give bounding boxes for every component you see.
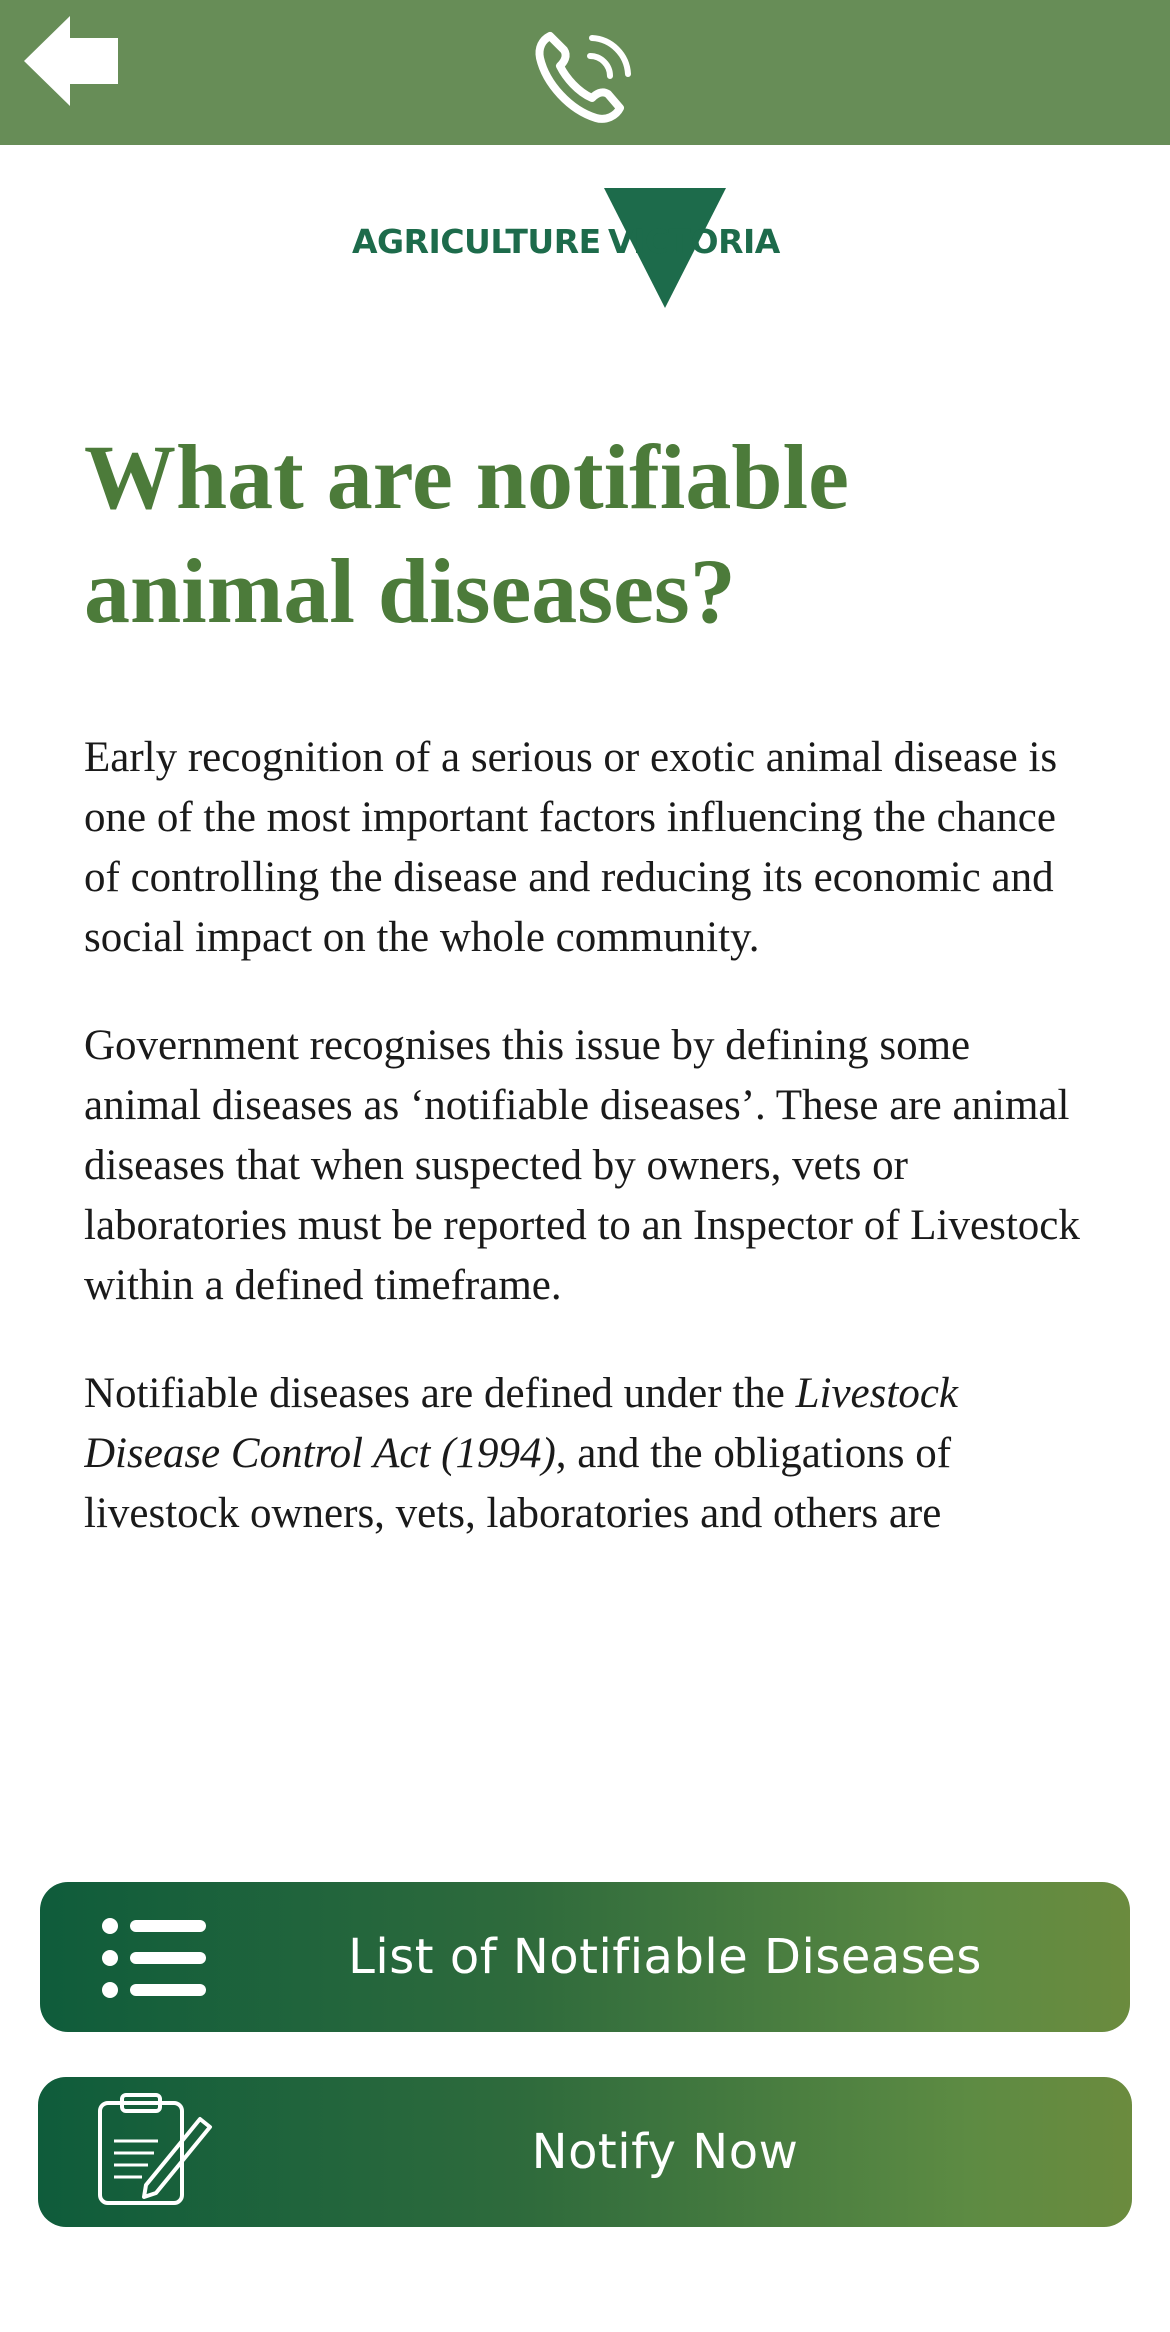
article-paragraph-2: Government recognises this issue by defining some animal diseases as ‘notifiable diseases’. These are animal diseases that when suspected by owners, vets or laboratories must be reported to an Inspector of Livestock within a defined timeframe. <box>84 1022 1080 1309</box>
article-paragraph-1: Early recognition of a serious or exotic animal disease is one of the most important factors influencing the chance of controlling the disease and reducing its economic and social impact on the whole community. <box>84 734 1058 961</box>
list-of-notifiable-diseases-button[interactable] <box>40 1882 1130 2032</box>
page-title: What are notifiable animal diseases? <box>84 426 849 642</box>
back-button[interactable] <box>22 14 126 108</box>
top-bar <box>0 0 1170 145</box>
agriculture-victoria-logo <box>350 186 820 310</box>
act-name: Livestock Disease Control Act (1994) <box>84 1370 958 1477</box>
notify-now-button[interactable] <box>38 2077 1132 2227</box>
phone-call-icon <box>530 26 640 126</box>
paragraph-3-text-end: , and the obligations of livestock owners, vets, laboratories and others are <box>84 1430 952 1537</box>
list-button-label: List of Notifiable Diseases <box>348 1929 982 1985</box>
logo-word-agriculture: AGRICULTURE <box>352 222 601 261</box>
notify-button-label: Notify Now <box>531 2124 799 2180</box>
article-content <box>84 420 1094 1550</box>
back-arrow-icon <box>22 14 126 108</box>
logo-word-victoria: VICTORIA <box>608 222 780 261</box>
call-button[interactable] <box>530 26 640 126</box>
paragraph-3-text-start: Notifiable diseases are defined under the <box>84 1370 796 1417</box>
article-paragraph-3 <box>84 1364 1094 1544</box>
